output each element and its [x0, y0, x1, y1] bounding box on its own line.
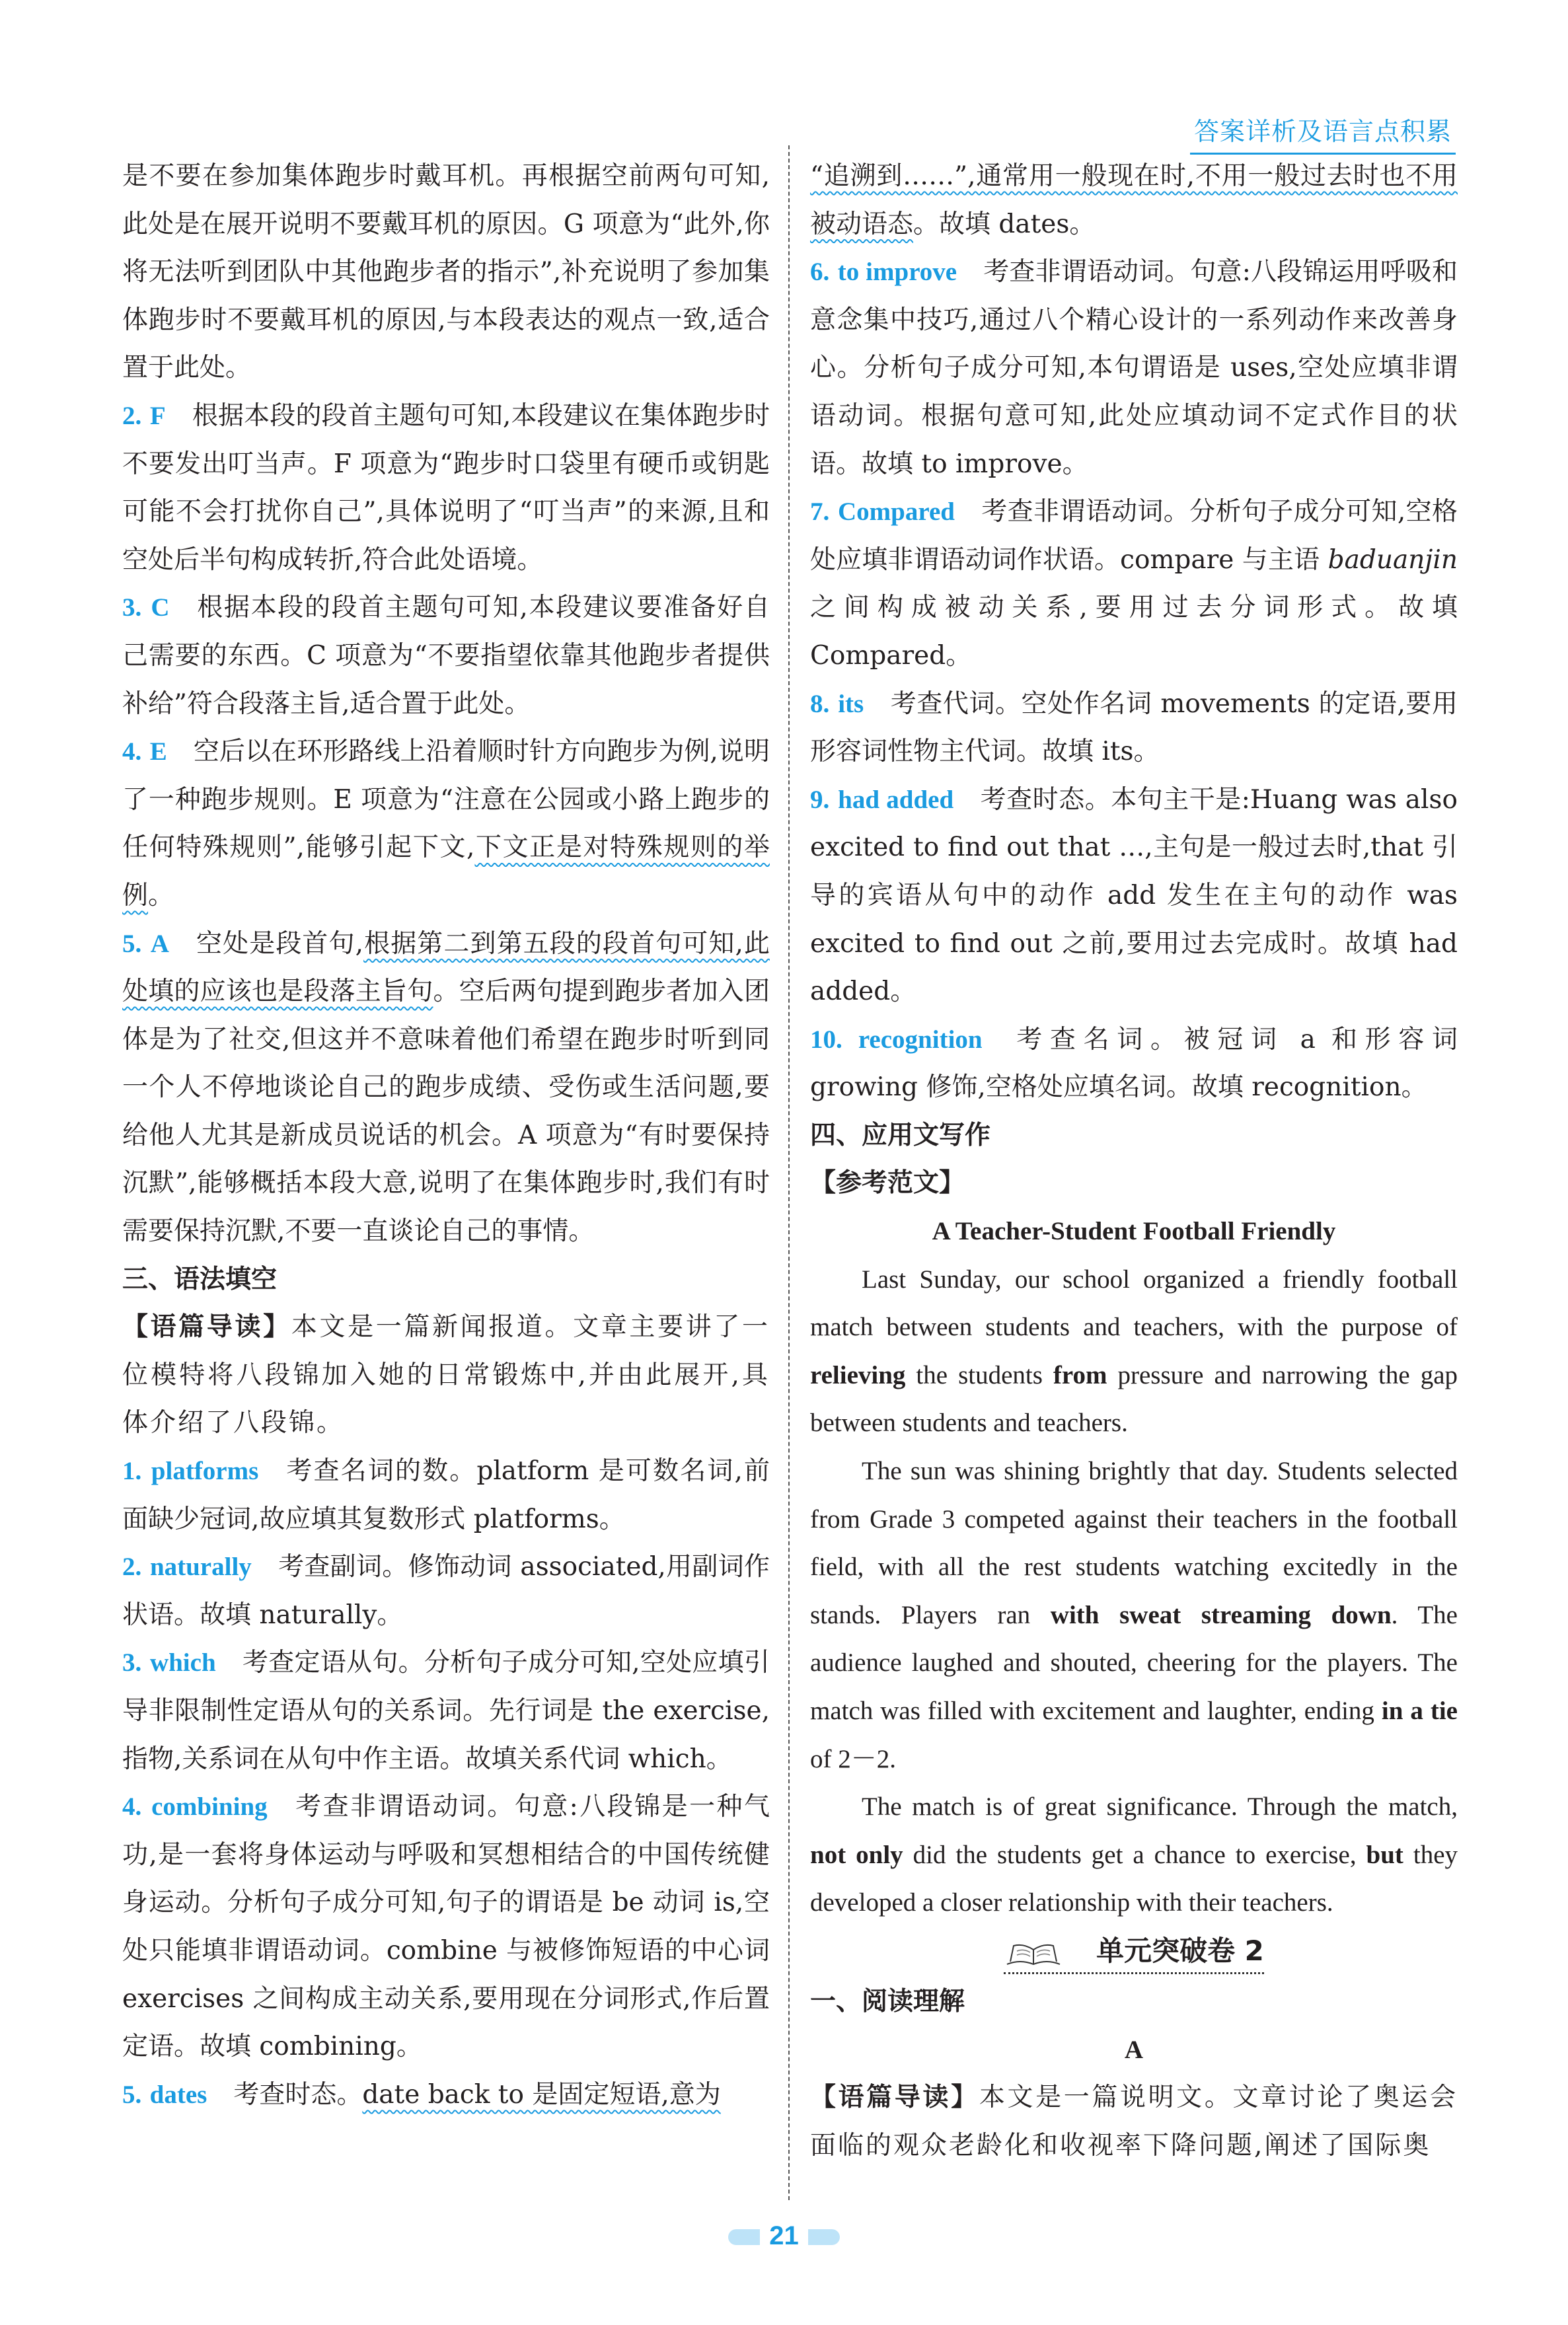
answer-item	[122, 920, 770, 1256]
text-segment: baduanjin	[1327, 544, 1458, 575]
item-number: 5.	[122, 929, 142, 958]
item-number: 2.	[122, 1553, 142, 1582]
item-number: 8.	[810, 689, 830, 718]
paragraph	[122, 153, 770, 392]
left-column	[122, 153, 770, 2119]
text-segment: 空处是段首句,	[195, 928, 364, 959]
answer-item	[122, 584, 770, 728]
item-answer: its	[838, 689, 864, 718]
item-answer: A	[150, 929, 169, 958]
item-answer: to improve	[837, 258, 957, 287]
text-segment: of 2－2.	[810, 1744, 896, 1773]
essay-paragraph	[810, 1256, 1458, 1448]
item-answer: E	[149, 737, 167, 766]
column-divider	[788, 145, 790, 2200]
answer-item	[810, 488, 1458, 680]
open-book-icon	[1004, 1939, 1063, 1966]
text-segment: 。	[148, 880, 174, 910]
unit-banner-inner	[1004, 1931, 1264, 1974]
underlined-text: 根据第二到第五段的段首句可知,此处填的应该也是段落主旨句	[122, 928, 770, 1007]
text-segment: 单元突破卷 2	[1096, 1934, 1264, 1967]
page-footer	[0, 2221, 1568, 2251]
item-number: 7.	[810, 498, 830, 527]
text-segment: 四、应用文写作	[810, 1120, 991, 1150]
right-column	[810, 153, 1458, 2170]
bold-text: not only	[810, 1840, 903, 1869]
underlined-text: “追溯到……”,通常用一般现在时,不用一般过去时也不用被动语态	[810, 161, 1458, 239]
item-number: 3.	[122, 593, 142, 622]
bold-text: from	[1053, 1360, 1107, 1389]
text-segment: 考查非谓语动词。句意:八段锦运用呼吸和意念集中技巧,通过八个精心设计的一系列动作来改善身心。分析句子成分可知,本句谓语是 uses,空处应填非谓语动词。根据句意可知,此处应填动词不定式作目的状语。故填 to improve。	[810, 257, 1458, 479]
text-segment: 空后以在环形路线上沿着顺时针方向跑步为例,说明了一种跑步规则。E 项意为“注意在公园或小路上跑步的任何特殊规则”,能够引起下文,	[122, 737, 770, 863]
reading-guide	[810, 2074, 1458, 2170]
item-answer: platforms	[151, 1457, 259, 1486]
answer-item	[810, 1016, 1458, 1112]
text-segment: 考查定语从句。分析句子成分可知,空处应填引导非限制性定语从句的关系词。先行词是 the exercise,指物,关系词在从句中作主语。故填关系代词 which。	[122, 1648, 770, 1774]
text-segment: 考查副词。修饰动词 associated,用副词作状语。故填 naturally。	[122, 1552, 770, 1630]
text-segment: 。故填 dates。	[913, 209, 1096, 239]
text-segment: 本文是一篇新闻报道。文章主要讲了一位模特将八段锦加入她的日常锻炼中,并由此展开,具体介绍了八段锦。	[122, 1312, 770, 1438]
text-segment: 考查非谓语动词。分析句子成分可知,空格处应填非谓语动词作状语。compare 与主语	[810, 497, 1458, 575]
text-segment: 根据本段的段首主题句可知,本段建议要准备好自己需要的东西。C 项意为“不要指望依靠其他跑步者提供补给”符合段落主旨,适合置于此处。	[122, 593, 770, 719]
answer-item	[122, 1448, 770, 1543]
text-segment: 一、阅读理解	[810, 1986, 965, 2016]
answer-item	[810, 776, 1458, 1016]
text-segment: A	[1124, 2035, 1144, 2064]
running-header: 答案详析及语言点积累	[1190, 111, 1456, 155]
item-number: 6.	[810, 258, 830, 287]
answer-item	[122, 728, 770, 920]
answer-item	[810, 681, 1458, 776]
bold-text: in a tie	[1381, 1697, 1458, 1725]
item-answer: dates	[149, 2080, 207, 2109]
text-segment: 之间构成被动关系,要用过去分词形式。故填 Compared。	[810, 593, 1458, 671]
text-segment: they developed a closer relationship with their teachers.	[810, 1840, 1458, 1917]
text-segment: 考查非谓语动词。句意:八段锦是一种气功,是一套将身体运动与呼吸和冥想相结合的中国传统健身运动。分析句子成分可知,句子的谓语是 be 动词 is,空处只能填非谓语动词。combine 与被修饰短语的中心词 exercises 之间构成主动关系,要用现在分词形式,作后置定语。故填 combining。	[122, 1792, 770, 2062]
item-answer: recognition	[858, 1025, 983, 1054]
section-heading	[810, 1112, 1458, 1160]
text-segment: 考查名词。被冠词 a 和形容词 growing 修饰,空格处应填名词。故填 recognition。	[810, 1024, 1458, 1103]
item-number: 4.	[122, 737, 142, 766]
text-segment: Last Sunday, our school organized a friendly football match between students and teachers, with the purpose of	[810, 1265, 1458, 1342]
text-segment: 考查时态。本句主干是:Huang was also excited to find out that …,主句是一般过去时,that 引导的宾语从句中的动作 add 发生在主句的动作 was excited to find out 之前,要用过去完成时。故填 had added。	[810, 784, 1458, 1007]
item-answer: Compared	[838, 498, 955, 527]
text-segment: The match is of great significance. Through the match,	[862, 1792, 1458, 1822]
text-segment: 本文是一篇说明文。文章讨论了奥运会面临的观众老龄化和收视率下降问题,阐述了国际奥	[810, 2083, 1458, 2160]
answer-item	[122, 392, 770, 584]
section-heading	[810, 1978, 1458, 2026]
essay-title	[810, 1208, 1458, 1256]
section-heading	[810, 1160, 1458, 1208]
item-number: 2.	[122, 401, 142, 430]
text-segment: 三、语法填空	[122, 1264, 278, 1294]
item-answer: C	[151, 593, 170, 622]
passage-label	[810, 2026, 1458, 2075]
item-answer: which	[149, 1648, 216, 1678]
item-answer: had added	[838, 785, 954, 814]
item-answer: naturally	[149, 1553, 252, 1582]
item-number: 10.	[810, 1025, 842, 1054]
text-segment: The sun was shining brightly that day. Students selected from Grade 3 competed against their teachers in the football field, with all the rest students watching excitedly in the stands. Players ran	[810, 1457, 1458, 1629]
text-segment: 是不要在参加集体跑步时戴耳机。再根据空前两句可知,此处是在展开说明不要戴耳机的原因。G 项意为“此外,你将无法听到团队中其他跑步者的指示”,补充说明了参加集体跑步时不要戴耳机的原因,与本段表达的观点一致,适合置于此处。	[122, 161, 770, 383]
item-number: 1.	[122, 1457, 142, 1486]
item-answer: F	[149, 401, 166, 430]
unit-banner	[810, 1927, 1458, 1978]
item-number: 3.	[122, 1648, 142, 1678]
answer-item	[122, 1783, 770, 2071]
text-segment: A Teacher-Student Football Friendly	[932, 1217, 1336, 1246]
text-segment: 考查名词的数。platform 是可数名词,前面缺少冠词,故应填其复数形式 platforms。	[122, 1456, 770, 1534]
bold-text: relieving	[810, 1360, 906, 1389]
answer-item	[122, 1639, 770, 1783]
answer-item	[122, 1543, 770, 1639]
item-number: 4.	[122, 1792, 142, 1822]
item-number: 5.	[122, 2080, 142, 2109]
bold-text: but	[1366, 1840, 1403, 1869]
answer-item	[122, 2071, 770, 2120]
page-number: 21	[769, 2221, 799, 2250]
guide-label: 【语篇导读】	[122, 1312, 291, 1343]
footer-pill-right	[808, 2229, 840, 2245]
text-segment: 根据本段的段首主题句可知,本段建议在集体跑步时不要发出叮当声。F 项意为“跑步时口袋里有硬币或钥匙可能不会打扰你自己”,具体说明了“叮当声”的来源,且和空处后半句构成转折,符合此处语境。	[122, 400, 770, 575]
text-segment: 考查代词。空处作名词 movements 的定语,要用形容词性物主代词。故填 its。	[810, 688, 1458, 767]
text-segment: pressure and narrowing the gap between students and teachers.	[810, 1360, 1458, 1438]
item-number: 9.	[810, 785, 830, 814]
text-segment: . The audience laughed and shouted, cheering for the players. The match was filled with excitement and laughter, ending	[810, 1600, 1458, 1725]
essay-paragraph	[810, 1448, 1458, 1783]
underlined-text: 下文正是对特殊规则的举例	[122, 832, 770, 910]
bold-text: with sweat streaming down	[1050, 1600, 1392, 1629]
guide-label: 【语篇导读】	[810, 2083, 979, 2113]
text-segment: 。空后两句提到跑步者加入团体是为了社交,但这并不意味着他们希望在跑步时听到同一个人不停地谈论自己的跑步成绩、受伤或生活问题,要给他人尤其是新成员说话的机会。A 项意为“有时要保持沉默”,能够概括本段大意,说明了在集体跑步时,我们有时需要保持沉默,不要一直谈论自己的事情。	[122, 977, 770, 1247]
text-segment: the students	[905, 1360, 1053, 1389]
item-answer: combining	[151, 1792, 268, 1822]
text-segment: did the students get a chance to exercise,	[903, 1840, 1366, 1869]
text-segment: 考查时态。	[233, 2079, 363, 2110]
footer-pill-left	[728, 2229, 760, 2245]
section-heading	[122, 1256, 770, 1304]
answer-item	[810, 248, 1458, 488]
essay-paragraph	[810, 1783, 1458, 1927]
reading-guide	[122, 1304, 770, 1448]
paragraph	[810, 153, 1458, 248]
text-segment: 【参考范文】	[810, 1168, 965, 1199]
underlined-text: date back to 是固定短语,意为	[362, 2079, 721, 2110]
